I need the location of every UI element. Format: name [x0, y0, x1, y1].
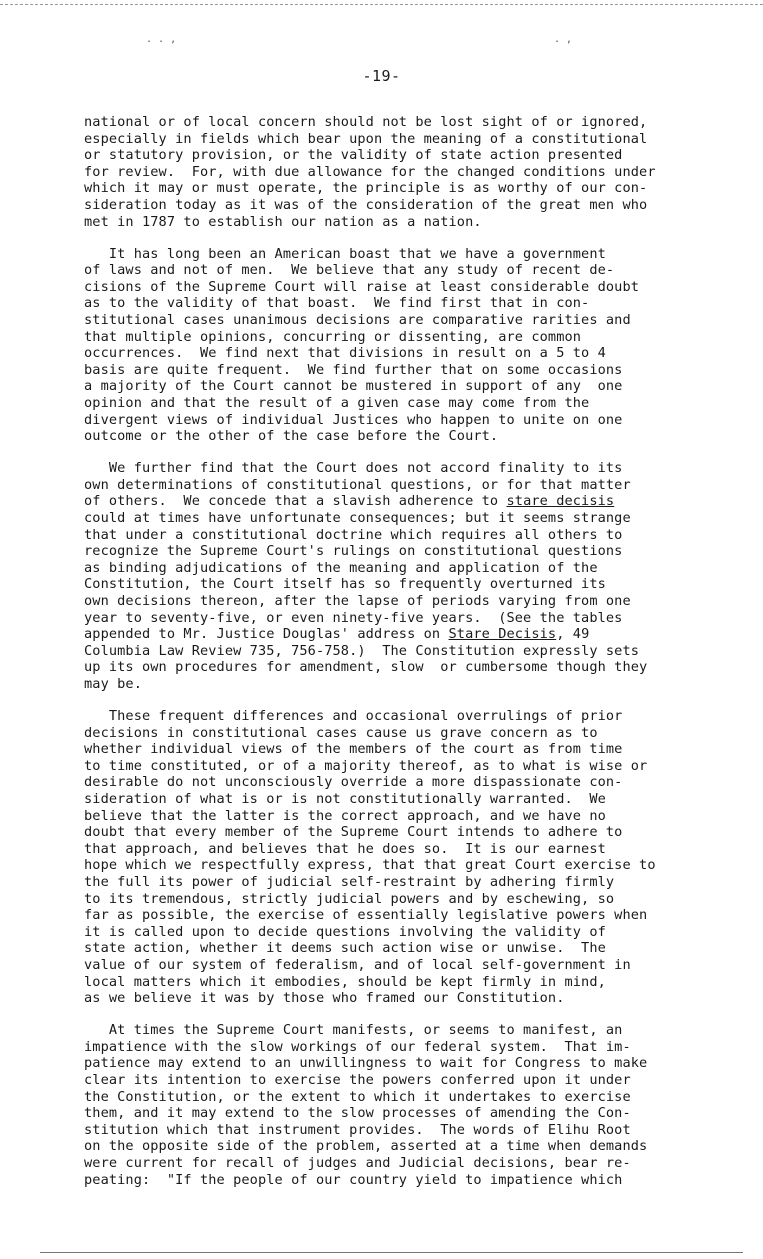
text-line: peating: "If the people of our country yield to impatience which — [84, 1171, 623, 1188]
text-line: stitution which that instrument provides. The words of Elihu Root — [84, 1121, 631, 1138]
text-line: sideration of what is or is not constitutionally warranted. We — [84, 791, 606, 808]
bottom-scan-edge — [40, 1252, 743, 1253]
text-line: or statutory provision, or the validity of state action presented — [84, 147, 623, 164]
paragraph-2 — [84, 246, 716, 445]
text-line: appended to Mr. Justice Douglas' address on Stare Decisis, 49 — [84, 626, 590, 643]
scan-speck: . . , — [146, 34, 177, 45]
text-line: own decisions thereon, after the lapse of periods varying from one — [84, 593, 631, 610]
paragraph-3 — [84, 460, 716, 692]
text-line: on the opposite side of the problem, asserted at a time when demands — [84, 1138, 648, 1155]
paragraph-1 — [84, 114, 716, 230]
text-line: year to seventy-five, or even ninety-five years. (See the tables — [84, 609, 623, 626]
paragraph-5 — [84, 1022, 716, 1188]
text-line: the full its power of judicial self-restraint by adhering firmly — [84, 874, 615, 891]
underlined-case-name: stare decisis — [506, 493, 615, 510]
text-line: divergent views of individual Justices who happen to unite on one — [84, 411, 623, 428]
text-line: We further find that the Court does not accord finality to its — [84, 460, 623, 477]
text-line: it is called upon to decide questions involving the validity of — [84, 923, 606, 940]
text-line: as to the validity of that boast. We find first that in con- — [84, 295, 590, 312]
text-line: them, and it may extend to the slow processes of amending the Con- — [84, 1105, 631, 1122]
text-line: of laws and not of men. We believe that any study of recent de- — [84, 262, 615, 279]
text-line: opinion and that the result of a given case may come from the — [84, 395, 590, 411]
text-line: especially in fields which bear upon the meaning of a constitutional — [84, 130, 648, 147]
text-line: as we believe it was by those who framed our Constitution. — [84, 990, 565, 1007]
text-line: to its tremendous, strictly judicial powers and by eschewing, so — [84, 890, 615, 907]
text-line: These frequent differences and occasional overrulings of prior — [84, 708, 623, 725]
body-text — [84, 114, 716, 1204]
text-line: desirable do not unconsciously override a more dispassionate con- — [84, 774, 623, 791]
text-line: for review. For, with due allowance for the changed conditions under — [84, 163, 656, 180]
text-line: whether individual views of the members of the court as from time — [84, 741, 623, 758]
text-line: far as possible, the exercise of essentially legislative powers when — [84, 907, 648, 924]
text-line: value of our system of federalism, and of local self-government in — [84, 957, 631, 973]
text-line: may be. — [84, 676, 142, 692]
text-line: that multiple opinions, concurring or dissenting, are common — [84, 328, 582, 345]
text-line: of others. We concede that a slavish adherence to stare decisis — [84, 493, 615, 510]
top-scan-edge — [0, 4, 763, 5]
text-line: basis are quite frequent. We find further that on some occasions — [84, 361, 623, 378]
text-line: were current for recall of judges and Judicial decisions, bear re- — [84, 1155, 631, 1172]
text-line: occurrences. We find next that divisions in result on a 5 to 4 — [84, 345, 606, 362]
text-line: sideration today as it was of the consideration of the great men who — [84, 196, 648, 213]
text-line: the Constitution, or the extent to which it undertakes to exercise — [84, 1088, 631, 1105]
text-line: local matters which it embodies, should be kept firmly in mind, — [84, 973, 606, 990]
text-line: impatience with the slow workings of our federal system. That im- — [84, 1038, 631, 1055]
text-line: outcome or the other of the case before the Court. — [84, 428, 499, 445]
text-line: that under a constitutional doctrine which requires all others to — [84, 526, 623, 543]
text-line: clear its intention to exercise the powers conferred upon it under — [84, 1072, 631, 1089]
text-line: stitutional cases unanimous decisions are comparative rarities and — [84, 312, 631, 329]
text-line: state action, whether it deems such action wise or unwise. The — [84, 940, 606, 957]
text-line: up its own procedures for amendment, slow or cumbersome though they — [84, 659, 648, 676]
text-line: doubt that every member of the Supreme Court intends to adhere to — [84, 824, 623, 841]
scan-speck: . , — [554, 34, 573, 45]
page-number: -19- — [362, 67, 401, 85]
text-line: met in 1787 to establish our nation as a nation. — [84, 213, 482, 230]
text-line: that approach, and believes that he does so. It is our earnest — [84, 840, 606, 857]
text-line: own determinations of constitutional questions, or for that matter — [84, 476, 631, 493]
text-line: could at times have unfortunate consequences; but it seems strange — [84, 510, 631, 527]
text-line: It has long been an American boast that we have a government — [84, 245, 606, 262]
text-line: national or of local concern should not be lost sight of or ignored, — [84, 114, 648, 130]
underlined-case-name: Stare Decisis — [448, 626, 557, 643]
text-line: which it may or must operate, the principle is as worthy of our con- — [84, 180, 648, 197]
text-line: a majority of the Court cannot be mustered in support of any one — [84, 378, 623, 395]
paragraph-4 — [84, 708, 716, 1007]
text-line: as binding adjudications of the meaning and application of the — [84, 559, 598, 576]
text-line: At times the Supreme Court manifests, or seems to manifest, an — [84, 1022, 623, 1039]
text-line: to time constituted, or of a majority thereof, as to what is wise or — [84, 757, 648, 774]
text-line: decisions in constitutional cases cause us grave concern as to — [84, 724, 598, 741]
text-line: patience may extend to an unwillingness to wait for Congress to make — [84, 1055, 648, 1072]
text-line: Columbia Law Review 735, 756-758.) The Constitution expressly sets — [84, 642, 640, 659]
text-line: believe that the latter is the correct approach, and we have no — [84, 807, 606, 824]
text-line: recognize the Supreme Court's rulings on constitutional questions — [84, 543, 623, 560]
text-line: cisions of the Supreme Court will raise at least considerable doubt — [84, 278, 640, 295]
text-line: Constitution, the Court itself has so frequently overturned its — [84, 576, 606, 593]
text-line: hope which we respectfully express, that that great Court exercise to — [84, 857, 656, 874]
